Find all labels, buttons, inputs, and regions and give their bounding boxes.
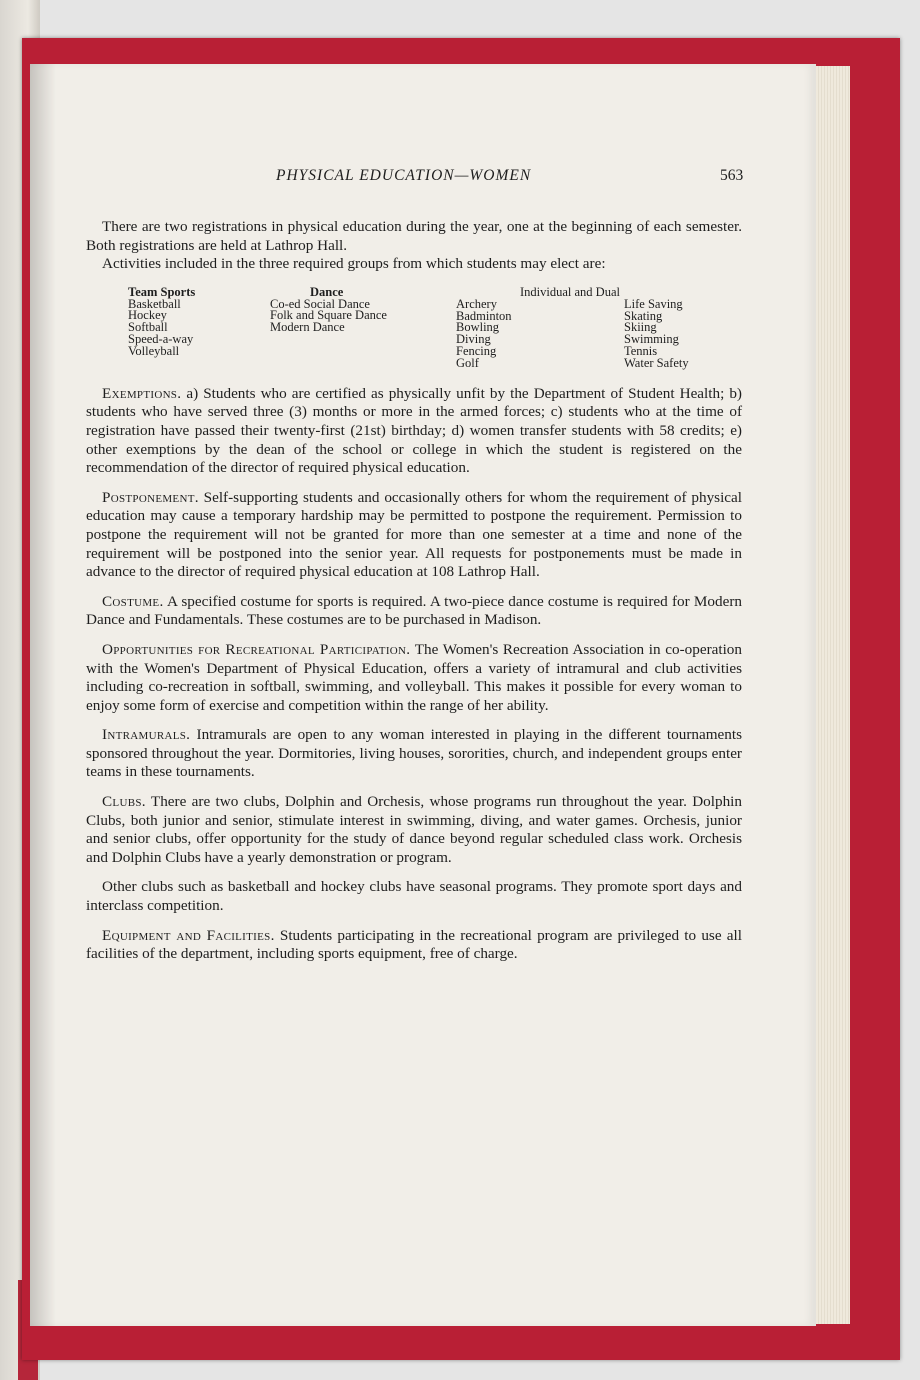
section-text: Self-supporting students and occasionally others for whom the requirement of physical education may cause a temporary hardship may be permitted to postpone the requirement. Permission to postpone the requirement will not be granted for more than one semester at a time and none of the requirement will be postponed into the senior year. All requests for postponements must be made in advance to the director of required physical education at 108 Lathrop Hall. xyxy=(86,488,743,581)
clubs-paragraph xyxy=(86,793,742,867)
section-heading: Equipment and Facilities. xyxy=(102,926,275,944)
section-text: There are two clubs, Dolphin and Orchesis, whose programs run throughout the year. Dolphin Clubs, both junior and senior, stimulate interest in swimming, diving, and water games. Orchesis, junior and senior clubs, offer opportunity for the study of dance beyond regular scheduled class work. Orchesis and Dolphin Clubs have a yearly demonstration or program. xyxy=(86,793,742,866)
section-heading: Clubs. xyxy=(102,793,146,811)
individual-column-2 xyxy=(624,287,689,370)
activity-item: Fencing xyxy=(456,343,497,358)
page-body xyxy=(86,218,742,964)
individual-dual-heading: Individual and Dual xyxy=(520,284,620,299)
activity-item: Swimming xyxy=(624,332,679,347)
activity-item: Modern Dance xyxy=(270,320,345,335)
activity-item: Skating xyxy=(624,308,663,323)
section-text: The Women's Recreation Association in co-operation with the Women's Department of Physical Education, offers a variety of intramural and club activities including co-recreation in softball, swimming, and volleyball. This makes it possible for every woman to enjoy some form of exercise and competition within the range of her ability. xyxy=(86,640,742,714)
activity-item: Co-ed Social Dance xyxy=(270,296,370,311)
team-sports-heading: Team Sports xyxy=(128,284,196,299)
activity-item: Volleyball xyxy=(128,343,180,358)
intramurals-paragraph xyxy=(86,726,742,782)
costume-paragraph xyxy=(86,593,742,630)
section-heading: Postponement. xyxy=(102,488,199,506)
section-text: Students participating in the recreational program are privileged to use all facilities of the department, including sports equipment, free of charge. xyxy=(86,926,742,963)
activity-item: Water Safety xyxy=(624,355,689,370)
section-heading: Intramurals. xyxy=(102,726,191,744)
activity-item: Skiing xyxy=(624,320,657,335)
activity-item: Softball xyxy=(128,320,168,335)
team-sports-column xyxy=(128,284,196,358)
section-heading: Opportunities for Recreational Participation. xyxy=(102,640,411,658)
activity-item: Bowling xyxy=(456,320,500,335)
equipment-paragraph xyxy=(86,927,742,964)
page-block-edges xyxy=(816,66,850,1324)
section-text: Other clubs such as basketball and hockey clubs have seasonal programs. They promote sport days and interclass competition. xyxy=(86,878,742,915)
dance-column xyxy=(270,284,387,335)
section-text: a) Students who are certified as physically unfit by the Department of Student Health; b) students who have served three (3) months or more in the armed forces; c) students who at the time of registration have passed their twenty-first (21st) birthday; d) women transfer students with 58 credits; e) other exemptions by the dean of the school or college in which the student is registered on the recommendation of the director of required physical education. xyxy=(86,384,742,477)
activity-item: Folk and Square Dance xyxy=(270,308,387,323)
individual-column-1 xyxy=(456,296,512,370)
activity-item: Basketball xyxy=(128,296,181,311)
activity-item: Life Saving xyxy=(624,296,683,311)
activities-table xyxy=(86,284,742,373)
other-clubs-paragraph xyxy=(86,878,742,915)
intro-paragraph-2: Activities included in the three required groups from which students may elect are: xyxy=(102,255,606,273)
activity-item: Badminton xyxy=(456,308,512,323)
spine-shadow xyxy=(30,64,56,1326)
intro-paragraph-1: There are two registrations in physical education during the year, one at the beginning of each semester. Both registrations are held at Lathrop Hall. xyxy=(86,218,742,254)
activity-item: Speed-a-way xyxy=(128,331,194,346)
activity-item: Archery xyxy=(456,296,497,311)
section-text: Intramurals are open to any woman interested in playing in the different tournaments sponsored throughout the year. Dormitories, living houses, sororities, church, and independent groups enter teams in these tournaments. xyxy=(86,726,743,781)
activity-item: Hockey xyxy=(128,308,167,323)
activity-item: Tennis xyxy=(624,343,658,358)
recreation-paragraph xyxy=(86,641,742,715)
section-text: A specified costume for sports is required. A two-piece dance costume is required for Modern Dance and Fundamentals. These costumes are to be purchased in Madison. xyxy=(86,592,742,629)
page-number: 563 xyxy=(720,167,744,184)
activity-item: Golf xyxy=(456,355,479,370)
running-title: PHYSICAL EDUCATION—WOMEN xyxy=(276,167,532,184)
activity-item: Diving xyxy=(456,332,491,347)
section-heading: Costume. xyxy=(102,592,164,610)
dance-heading: Dance xyxy=(310,284,344,299)
section-heading: Exemptions. xyxy=(102,384,182,402)
postponement-paragraph xyxy=(86,489,742,582)
exemptions-paragraph xyxy=(86,385,742,478)
